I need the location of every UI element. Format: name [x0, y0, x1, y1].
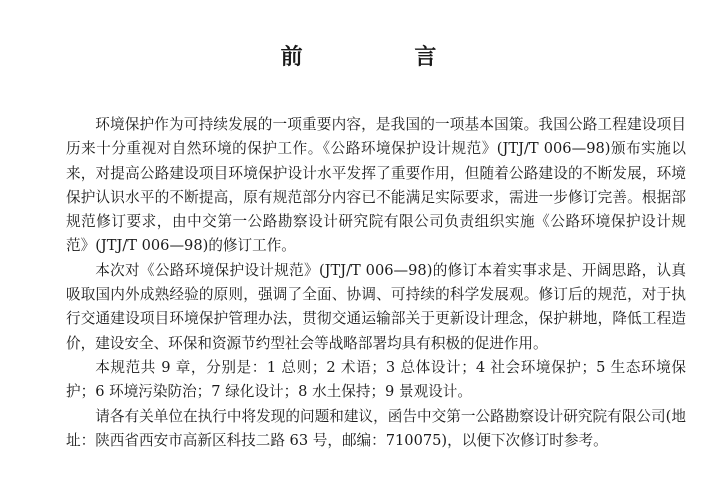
page-title: 前 言 [280, 44, 489, 70]
paragraph-2: 本次对《公路环境保护设计规范》(JTJ/T 006—98)的修订本着实事求是、开阔思路，认真吸取国内外成熟经验的原则，强调了全面、协调、可持续的科学发展观。修订后的规范，对于执行交通建设项目环境保护管理办法，贯彻交通运输部关于更新设计理念，保护耕地，降低工程造价，建设安全、环保和资源节约型社会等战略部署均具有积极的促进作用。 [66, 261, 686, 352]
paragraph-3: 本规范共 9 章，分别是：1 总则；2 术语；3 总体设计；4 社会环境保护；5 生态环境保护；6 环境污染防治；7 绿化设计；8 水土保持；9 景观设计。 [66, 358, 686, 401]
paragraph-4: 请各有关单位在执行中将发现的问题和建议，函告中交第一公路勘察设计研究院有限公司(地址：陕西省西安市高新区科技二路 63 号，邮编：710075)，以便下次修订时参考。 [66, 407, 686, 449]
paragraph-1: 环境保护作为可持续发展的一项重要内容，是我国的一项基本国策。我国公路工程建设项目历来十分重视对自然环境的保护工作。《公路环境保护设计规范》(JTJ/T 006—98)颁布实施以来，对提高公路建设项目环境保护设计水平发挥了重要作用，但随着公路建设的不断发展，环境保护认识水平的不断提高，原有规范部分内容已不能满足实际要求，需进一步修订完善。根据部规范修订要求，由中交第一公路勘察设计研究院有限公司负责组织实施《公路环境保护设计规范》(JTJ/T 006—98)的修订工作。 [66, 116, 686, 255]
preface-body [66, 113, 686, 453]
